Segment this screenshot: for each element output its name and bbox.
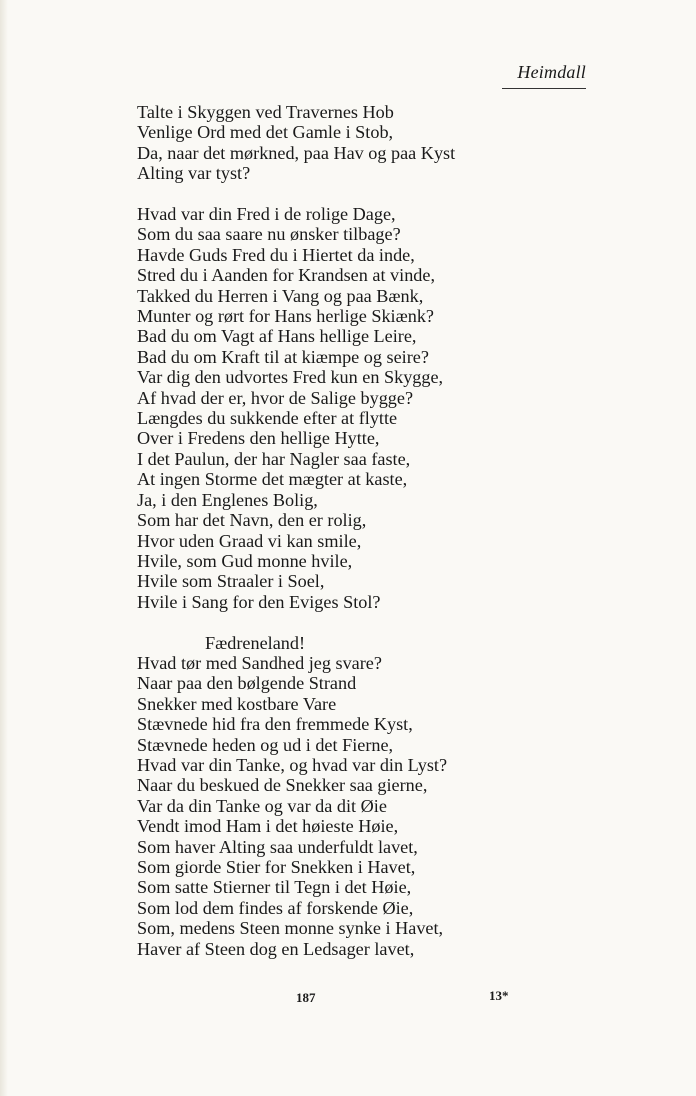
verse-line: Som har det Navn, den er rolig, bbox=[137, 510, 367, 531]
verse-line: Naar paa den bølgende Strand bbox=[137, 673, 357, 694]
verse-line: Var da din Tanke og var da dit Øie bbox=[137, 795, 387, 816]
verse-line: Stred du i Aanden for Krandsen at vinde, bbox=[137, 265, 435, 286]
stanza-3 bbox=[137, 633, 597, 960]
verse-line: Hvor uden Graad vi kan smile, bbox=[137, 530, 362, 551]
stanza-2 bbox=[137, 204, 597, 612]
verse-line: Alting var tyst? bbox=[137, 163, 251, 184]
verse-line: Snekker med kostbare Vare bbox=[137, 693, 337, 714]
verse-line: I det Paulun, der har Nagler saa faste, bbox=[137, 448, 411, 469]
verse-line: Haver af Steen dog en Ledsager lavet, bbox=[137, 938, 415, 959]
verse-line: Vendt imod Ham i det høieste Høie, bbox=[137, 816, 399, 837]
verse-line: Hvile som Straaler i Soel, bbox=[137, 571, 325, 592]
verse-line: Som satte Stierner til Tegn i det Høie, bbox=[137, 877, 412, 898]
verse-line: Længdes du sukkende efter at flytte bbox=[137, 408, 398, 429]
page-edge-shadow bbox=[0, 0, 8, 1096]
verse-line: At ingen Storme det mægter at kaste, bbox=[137, 469, 408, 490]
running-header: Heimdall bbox=[517, 62, 586, 82]
verse-line: Som du saa saare nu ønsker tilbage? bbox=[137, 224, 401, 245]
verse-line: Hvad tør med Sandhed jeg svare? bbox=[137, 652, 382, 673]
verse-line: Som giorde Stier for Snekken i Havet, bbox=[137, 857, 416, 877]
verse-line: Talte i Skyggen ved Travernes Hob bbox=[137, 102, 394, 122]
verse-line: Over i Fredens den hellige Hytte, bbox=[137, 428, 380, 449]
verse-line: Som haver Alting saa underfuldt lavet, bbox=[137, 836, 418, 857]
page-number: 187 bbox=[296, 990, 316, 1005]
verse-line: Havde Guds Fred du i Hiertet da inde, bbox=[137, 244, 415, 265]
verse-line: Hvad var din Fred i de rolige Dage, bbox=[137, 204, 396, 225]
verse-line: Hvile i Sang for den Eviges Stol? bbox=[137, 591, 381, 612]
verse-line: Hvile, som Gud monne hvile, bbox=[137, 550, 353, 571]
header-rule bbox=[502, 88, 586, 89]
verse-line: Var dig den udvortes Fred kun en Skygge, bbox=[137, 367, 444, 388]
verse-line: Bad du om Kraft til at kiæmpe og seire? bbox=[137, 346, 429, 367]
verse-line: Stævnede heden og ud i det Fierne, bbox=[137, 734, 394, 755]
verse-line: Munter og rørt for Hans herlige Skiænk? bbox=[137, 306, 435, 327]
verse-line-indented: Fædreneland! bbox=[205, 632, 306, 653]
verse-line: Venlige Ord med det Gamle i Stob, bbox=[137, 122, 394, 143]
verse-line: Takked du Herren i Vang og paa Bænk, bbox=[137, 285, 424, 306]
poem-body bbox=[137, 102, 597, 979]
verse-line: Da, naar det mørkned, paa Hav og paa Kyst bbox=[137, 142, 456, 163]
verse-line: Som, medens Steen monne synke i Havet, bbox=[137, 918, 444, 939]
signature-mark: 13* bbox=[489, 988, 509, 1003]
verse-line: Stævnede hid fra den fremmede Kyst, bbox=[137, 714, 413, 735]
stanza-1 bbox=[137, 102, 597, 184]
verse-line: Som lod dem findes af forskende Øie, bbox=[137, 897, 414, 918]
verse-line: Naar du beskued de Snekker saa gierne, bbox=[137, 775, 428, 796]
verse-line: Hvad var din Tanke, og hvad var din Lyst? bbox=[137, 754, 448, 775]
verse-line: Bad du om Vagt af Hans hellige Leire, bbox=[137, 326, 417, 347]
verse-line: Ja, i den Englenes Bolig, bbox=[137, 489, 318, 510]
verse-line: Af hvad der er, hvor de Salige bygge? bbox=[137, 387, 414, 408]
